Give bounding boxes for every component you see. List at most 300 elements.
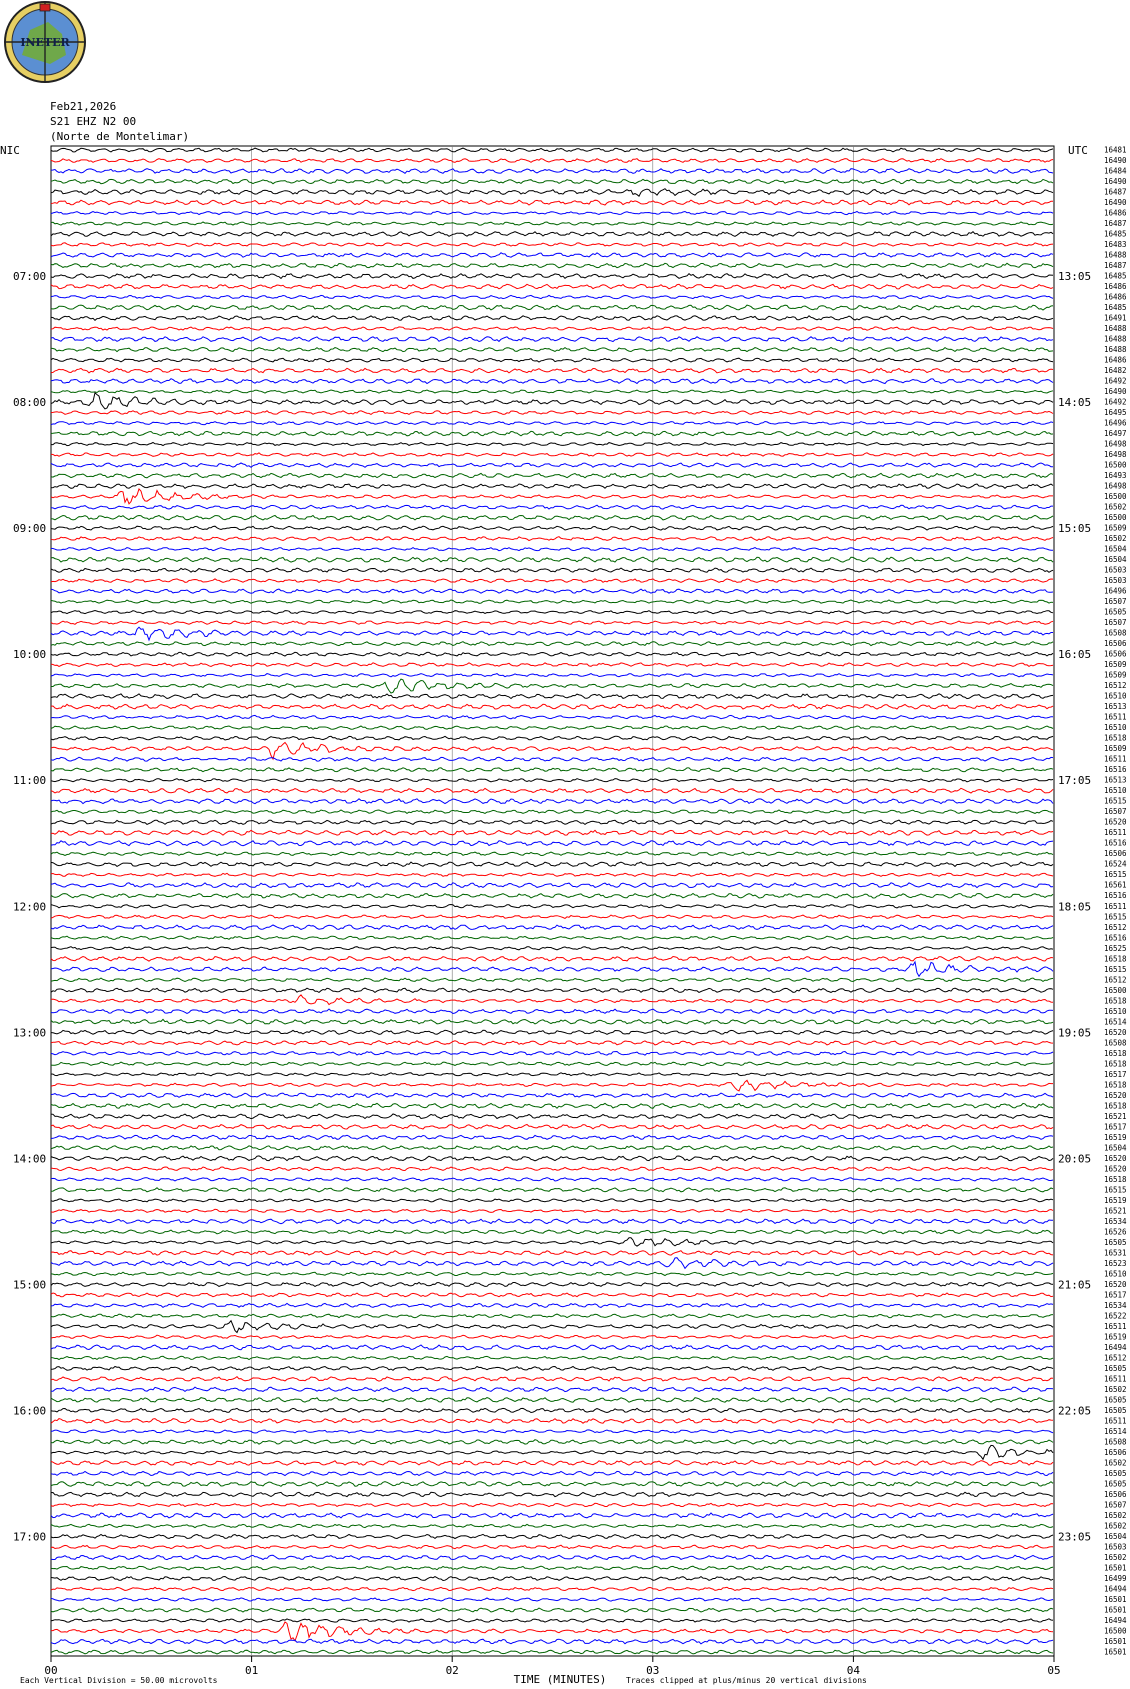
trace-line [51, 284, 1053, 289]
trace-value-label: 16515 [1104, 870, 1127, 880]
trace-line [51, 1445, 1053, 1459]
trace-line [51, 988, 1053, 992]
trace-value-label: 16485 [1104, 271, 1127, 281]
trace-value-label: 16520 [1104, 1090, 1127, 1100]
trace-line [51, 1251, 1053, 1256]
trace-value-label: 16516 [1104, 838, 1127, 848]
right-hour-label: 22:05 [1058, 1404, 1092, 1418]
trace-value-label: 16500 [1104, 1626, 1127, 1636]
trace-value-label: 16518 [1104, 733, 1127, 743]
left-hour-label: 14:00 [13, 1152, 47, 1166]
trace-value-label: 16526 [1104, 1227, 1127, 1237]
trace-value-label: 16502 [1104, 502, 1127, 512]
trace-line [51, 253, 1053, 257]
left-hour-label: 11:00 [13, 774, 47, 788]
trace-value-label: 16508 [1104, 628, 1127, 638]
trace-line [51, 962, 1053, 976]
trace-line [51, 611, 1053, 614]
trace-value-label: 16502 [1104, 1384, 1127, 1394]
trace-value-label: 16516 [1104, 891, 1127, 901]
trace-line [51, 473, 1053, 477]
trace-line [51, 1545, 1053, 1549]
trace-value-label: 16494 [1104, 1615, 1127, 1625]
x-tick-label: 05 [1047, 1664, 1061, 1677]
x-tick-label: 02 [445, 1664, 459, 1677]
trace-value-label: 16520 [1104, 1153, 1127, 1163]
trace-line [51, 505, 1053, 509]
left-hour-label: 12:00 [13, 900, 47, 914]
trace-value-label: 16512 [1104, 1353, 1127, 1363]
trace-value-label: 16509 [1104, 670, 1127, 680]
trace-value-label: 16518 [1104, 1174, 1127, 1184]
trace-value-label: 16501 [1104, 1647, 1127, 1657]
station-code: S21 EHZ N2 00 [50, 115, 137, 128]
trace-line [51, 1230, 1053, 1234]
trace-value-label: 16497 [1104, 429, 1127, 439]
trace-value-label: 16511 [1104, 828, 1127, 838]
trace-line [51, 1598, 1053, 1601]
trace-line [51, 1303, 1053, 1307]
trace-line [51, 627, 1053, 640]
trace-line [51, 1073, 1053, 1076]
trace-value-label: 16509 [1104, 744, 1127, 754]
trace-line [51, 905, 1053, 908]
trace-value-label: 16483 [1104, 240, 1127, 250]
trace-value-label: 16507 [1104, 597, 1127, 607]
trace-line [51, 1387, 1053, 1392]
trace-line [51, 1440, 1053, 1444]
trace-line [51, 453, 1053, 457]
trace-line [51, 568, 1053, 572]
trace-line [51, 1321, 1053, 1333]
trace-value-label: 16517 [1104, 1122, 1127, 1132]
trace-line [51, 431, 1053, 436]
trace-value-label: 16512 [1104, 681, 1127, 691]
right-hour-label: 15:05 [1058, 522, 1092, 536]
trace-value-label: 16523 [1104, 1258, 1127, 1268]
trace-value-label: 16502 [1104, 1458, 1127, 1468]
trace-line [51, 1608, 1053, 1612]
trace-value-label: 16505 [1104, 607, 1127, 617]
trace-value-label: 16519 [1104, 1332, 1127, 1342]
left-hour-label: 07:00 [13, 270, 47, 284]
trace-line [51, 348, 1053, 352]
trace-line [51, 1471, 1053, 1475]
trace-line [51, 200, 1053, 205]
trace-line [51, 463, 1053, 467]
trace-value-label: 16507 [1104, 1500, 1127, 1510]
trace-value-label: 16501 [1104, 1594, 1127, 1604]
trace-value-label: 16518 [1104, 996, 1127, 1006]
right-hour-label: 23:05 [1058, 1530, 1092, 1544]
plot-frame [51, 146, 1054, 1656]
trace-value-label: 16534 [1104, 1300, 1127, 1310]
trace-value-label: 16499 [1104, 1573, 1127, 1583]
trace-value-label: 16534 [1104, 1216, 1127, 1226]
trace-line [51, 788, 1053, 793]
trace-value-label: 16521 [1104, 1111, 1127, 1121]
trace-line [51, 715, 1053, 719]
trace-line [51, 274, 1053, 279]
trace-line [51, 956, 1053, 961]
vertical-division-note: Each Vertical Division = 50.00 microvolts [20, 1676, 218, 1685]
trace-line [51, 1103, 1053, 1108]
trace-value-label: 16505 [1104, 1237, 1127, 1247]
trace-line [51, 674, 1053, 677]
trace-value-label: 16514 [1104, 1017, 1127, 1027]
trace-line [51, 600, 1053, 603]
right-hour-label: 17:05 [1058, 774, 1092, 788]
left-hour-label: 08:00 [13, 396, 47, 410]
trace-line [51, 768, 1053, 772]
x-tick-label: 04 [846, 1664, 861, 1677]
trace-line [51, 1062, 1053, 1066]
trace-line [51, 936, 1053, 939]
right-hour-label: 14:05 [1058, 396, 1092, 410]
trace-value-label: 16506 [1104, 639, 1127, 649]
trace-value-label: 16510 [1104, 786, 1127, 796]
trace-value-label: 16518 [1104, 1048, 1127, 1058]
trace-line [51, 337, 1053, 342]
trace-line [51, 925, 1053, 930]
trace-value-label: 16496 [1104, 418, 1127, 428]
trace-value-label: 16488 [1104, 345, 1127, 355]
trace-value-label: 16486 [1104, 292, 1127, 302]
trace-line [51, 295, 1053, 298]
trace-line [51, 316, 1053, 321]
trace-line [51, 548, 1053, 551]
trace-line [51, 1167, 1053, 1171]
trace-line [51, 1622, 1053, 1641]
right-hour-label: 21:05 [1058, 1278, 1092, 1292]
trace-value-label: 16520 [1104, 1027, 1127, 1037]
trace-line [51, 159, 1053, 163]
trace-line [51, 1009, 1053, 1014]
trace-line [51, 663, 1053, 667]
trace-value-label: 16510 [1104, 1006, 1127, 1016]
trace-value-label: 16520 [1104, 817, 1127, 827]
trace-line [51, 393, 1053, 409]
trace-value-label: 16498 [1104, 450, 1127, 460]
trace-line [51, 411, 1053, 415]
trace-line [51, 1135, 1053, 1139]
trace-line [51, 978, 1053, 982]
trace-line [51, 1093, 1053, 1097]
x-tick-label: 01 [244, 1664, 259, 1677]
trace-line [51, 515, 1053, 520]
trace-value-label: 16482 [1104, 366, 1127, 376]
trace-line [51, 1293, 1053, 1297]
x-axis-label: TIME (MINUTES) [513, 1673, 607, 1686]
trace-line [51, 557, 1053, 562]
trace-line [51, 1114, 1053, 1119]
trace-value-label: 16518 [1104, 1080, 1127, 1090]
trace-value-label: 16495 [1104, 408, 1127, 418]
trace-line [51, 1555, 1053, 1559]
trace-value-label: 16498 [1104, 481, 1127, 491]
trace-line [51, 422, 1053, 425]
trace-line [51, 1492, 1053, 1496]
trace-value-label: 16500 [1104, 985, 1127, 995]
record-date: Feb21,2026 [50, 100, 117, 113]
trace-line [51, 830, 1053, 835]
trace-line [51, 1482, 1053, 1487]
trace-line [51, 1503, 1053, 1506]
trace-line [51, 1345, 1053, 1350]
trace-line [51, 1587, 1053, 1590]
trace-line [51, 1513, 1053, 1518]
trace-value-label: 16502 [1104, 534, 1127, 544]
trace-line [51, 1156, 1053, 1161]
trace-value-label: 16496 [1104, 586, 1127, 596]
trace-line [51, 148, 1053, 152]
trace-value-label: 16518 [1104, 1101, 1127, 1111]
trace-line [51, 873, 1053, 876]
trace-value-label: 16522 [1104, 1311, 1127, 1321]
trace-line [51, 484, 1053, 488]
trace-value-label: 16501 [1104, 1563, 1127, 1573]
trace-value-label: 16515 [1104, 796, 1127, 806]
trace-line [51, 1619, 1053, 1622]
trace-value-label: 16509 [1104, 523, 1127, 533]
trace-line [51, 537, 1053, 541]
trace-value-label: 16511 [1104, 901, 1127, 911]
trace-line [51, 189, 1053, 197]
trace-line [51, 1238, 1053, 1246]
trace-line [51, 1408, 1053, 1412]
trace-value-label: 16517 [1104, 1069, 1127, 1079]
trace-value-label: 16504 [1104, 544, 1127, 554]
trace-line [51, 489, 1053, 504]
trace-line [51, 1356, 1053, 1359]
trace-line [51, 841, 1053, 846]
trace-value-label: 16513 [1104, 775, 1127, 785]
trace-value-label: 16486 [1104, 282, 1127, 292]
trace-line [51, 390, 1053, 393]
trace-value-label: 16506 [1104, 649, 1127, 659]
trace-line [51, 621, 1053, 624]
trace-line [51, 726, 1053, 729]
left-timezone-label: NIC [0, 144, 20, 157]
x-tick-label: 03 [646, 1664, 660, 1677]
trace-line [51, 1219, 1053, 1224]
trace-value-label: 16509 [1104, 660, 1127, 670]
trace-line [51, 1534, 1053, 1538]
trace-line [51, 1178, 1053, 1181]
trace-value-label: 16506 [1104, 1489, 1127, 1499]
trace-line [51, 1419, 1053, 1424]
trace-value-label: 16508 [1104, 1437, 1127, 1447]
trace-value-label: 16504 [1104, 555, 1127, 565]
trace-value-label: 16502 [1104, 1552, 1127, 1562]
trace-value-label: 16520 [1104, 1164, 1127, 1174]
trace-line [51, 810, 1053, 814]
trace-value-label: 16511 [1104, 754, 1127, 764]
trace-line [51, 179, 1053, 183]
trace-line [51, 305, 1053, 310]
trace-value-label: 16500 [1104, 460, 1127, 470]
trace-value-label: 16507 [1104, 618, 1127, 628]
trace-value-label: 16487 [1104, 261, 1127, 271]
trace-value-label: 16521 [1104, 1206, 1127, 1216]
trace-value-label: 16511 [1104, 712, 1127, 722]
trace-value-label: 16508 [1104, 1038, 1127, 1048]
trace-line [51, 1398, 1053, 1403]
trace-value-label: 16503 [1104, 576, 1127, 586]
left-hour-label: 16:00 [13, 1404, 47, 1418]
trace-line [51, 243, 1053, 246]
trace-value-label: 16505 [1104, 1479, 1127, 1489]
trace-line [51, 1335, 1053, 1338]
trace-value-label: 16498 [1104, 439, 1127, 449]
trace-value-label: 16490 [1104, 156, 1127, 166]
trace-value-label: 16490 [1104, 177, 1127, 187]
trace-value-label: 16500 [1104, 513, 1127, 523]
trace-line [51, 704, 1053, 709]
trace-value-label: 16525 [1104, 943, 1127, 953]
trace-line [51, 883, 1053, 888]
trace-line [51, 169, 1053, 174]
trace-value-label: 16492 [1104, 397, 1127, 407]
logo-text: INETER [20, 36, 70, 49]
trace-value-label: 16494 [1104, 1584, 1127, 1594]
trace-value-label: 16513 [1104, 702, 1127, 712]
trace-value-label: 16502 [1104, 1510, 1127, 1520]
trace-line [51, 1577, 1053, 1581]
trace-value-label: 16492 [1104, 376, 1127, 386]
trace-value-label: 16504 [1104, 1531, 1127, 1541]
right-hour-label: 19:05 [1058, 1026, 1092, 1040]
trace-line [51, 1125, 1053, 1130]
trace-line [51, 1367, 1053, 1371]
trace-value-label: 16505 [1104, 1395, 1127, 1405]
trace-value-label: 16500 [1104, 492, 1127, 502]
x-tick-label: 00 [44, 1664, 58, 1677]
trace-line [51, 1051, 1053, 1055]
left-hour-label: 13:00 [13, 1026, 47, 1040]
trace-line [51, 211, 1053, 214]
trace-value-label: 16516 [1104, 933, 1127, 943]
trace-line [51, 1019, 1053, 1024]
trace-line [51, 379, 1053, 384]
trace-line [51, 443, 1053, 446]
trace-line [51, 915, 1053, 918]
trace-value-label: 16491 [1104, 313, 1127, 323]
trace-line [51, 232, 1053, 237]
trace-value-label: 16511 [1104, 1416, 1127, 1426]
trace-line [51, 1377, 1053, 1381]
trace-line [51, 820, 1053, 824]
right-hour-label: 18:05 [1058, 900, 1092, 914]
trace-value-label: 16487 [1104, 219, 1127, 229]
trace-value-label: 16490 [1104, 198, 1127, 208]
trace-line [51, 1524, 1053, 1527]
trace-value-label: 16515 [1104, 912, 1127, 922]
trace-value-label: 16511 [1104, 1374, 1127, 1384]
trace-value-label: 16488 [1104, 334, 1127, 344]
trace-line [51, 736, 1053, 740]
left-hour-label: 09:00 [13, 522, 47, 536]
trace-line [51, 862, 1053, 866]
trace-line [51, 1282, 1053, 1286]
trace-value-label: 16510 [1104, 723, 1127, 733]
trace-line [51, 779, 1053, 782]
trace-line [51, 1199, 1053, 1202]
trace-value-label: 16524 [1104, 859, 1127, 869]
trace-value-label: 16494 [1104, 1342, 1127, 1352]
right-hour-label: 16:05 [1058, 648, 1092, 662]
trace-line [51, 1566, 1053, 1570]
trace-line [51, 1272, 1053, 1275]
trace-value-label: 16514 [1104, 1426, 1127, 1436]
trace-value-label: 16510 [1104, 691, 1127, 701]
trace-line [51, 579, 1053, 583]
trace-value-label: 16486 [1104, 208, 1127, 218]
trace-line [51, 1639, 1053, 1644]
station-location: (Norte de Montelimar) [50, 130, 190, 143]
trace-line [51, 358, 1053, 362]
trace-line [51, 1430, 1053, 1433]
trace-value-label: 16501 [1104, 1636, 1127, 1646]
trace-value-label: 16490 [1104, 387, 1127, 397]
trace-value-label: 16561 [1104, 880, 1127, 890]
trace-value-label: 16520 [1104, 1279, 1127, 1289]
trace-value-label: 16512 [1104, 922, 1127, 932]
right-timezone-label: UTC [1068, 144, 1088, 157]
trace-value-label: 16488 [1104, 324, 1127, 334]
trace-value-label: 16481 [1104, 145, 1127, 155]
trace-value-label: 16505 [1104, 1405, 1127, 1415]
trace-value-label: 16501 [1104, 1605, 1127, 1615]
trace-value-label: 16503 [1104, 565, 1127, 575]
trace-value-label: 16503 [1104, 1542, 1127, 1552]
trace-line [51, 1650, 1053, 1654]
trace-line [51, 995, 1053, 1005]
trace-line [51, 1030, 1053, 1034]
left-hour-label: 10:00 [13, 648, 47, 662]
trace-line [51, 694, 1053, 699]
trace-line [51, 1461, 1053, 1466]
trace-value-label: 16505 [1104, 1363, 1127, 1373]
trace-line [51, 642, 1053, 646]
trace-value-label: 16510 [1104, 1269, 1127, 1279]
trace-line [51, 852, 1053, 856]
left-hour-label: 15:00 [13, 1278, 47, 1292]
trace-value-label: 16506 [1104, 1447, 1127, 1457]
trace-value-label: 16519 [1104, 1195, 1127, 1205]
trace-value-label: 16507 [1104, 807, 1127, 817]
trace-value-label: 16502 [1104, 1521, 1127, 1531]
trace-line [51, 743, 1053, 760]
trace-value-label: 16519 [1104, 1132, 1127, 1142]
trace-value-label: 16484 [1104, 166, 1127, 176]
trace-line [51, 1258, 1053, 1269]
trace-value-label: 16487 [1104, 187, 1127, 197]
trace-line [51, 894, 1053, 899]
trace-line [51, 1209, 1053, 1212]
trace-line [51, 1146, 1053, 1150]
trace-value-label: 16486 [1104, 355, 1127, 365]
trace-value-label: 16493 [1104, 471, 1127, 481]
trace-value-label: 16518 [1104, 1059, 1127, 1069]
trace-line [51, 799, 1053, 804]
trace-value-label: 16504 [1104, 1143, 1127, 1153]
trace-line [51, 1188, 1053, 1192]
trace-line [51, 327, 1053, 330]
trace-value-label: 16516 [1104, 765, 1127, 775]
trace-value-label: 16512 [1104, 975, 1127, 985]
trace-value-label: 16485 [1104, 303, 1127, 313]
